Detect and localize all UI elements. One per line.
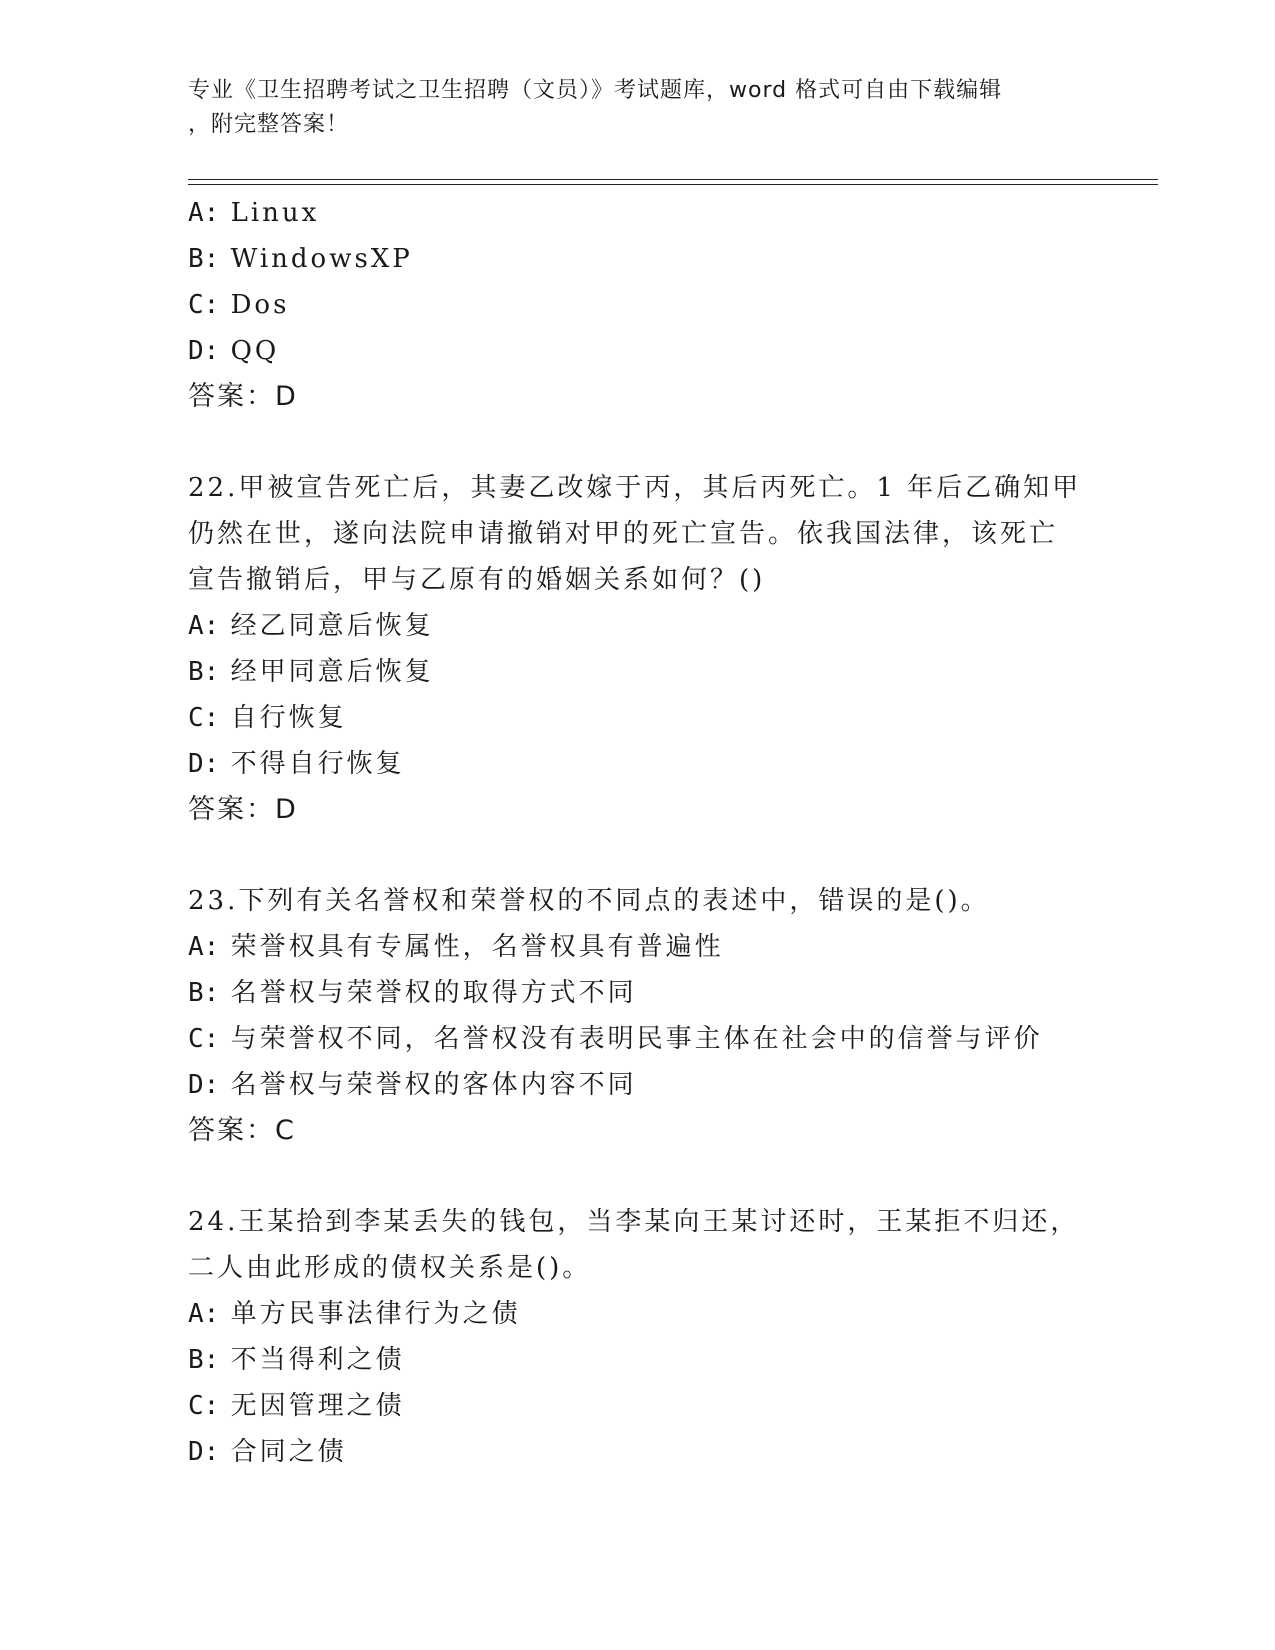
option-d: D: 合同之债 [188, 1437, 347, 1467]
question-line: 仍然在世，遂向法院申请撤销对甲的死亡宣告。依我国法律，该死亡 [188, 519, 1059, 549]
option-c: C: 无因管理之债 [188, 1391, 405, 1421]
question-line: 宣告撤销后，甲与乙原有的婚姻关系如何？() [188, 565, 766, 595]
header-rule-bottom [188, 184, 1158, 185]
option-a: A: 荣誉权具有专属性，名誉权具有普遍性 [188, 932, 724, 962]
document-header [188, 74, 1088, 142]
question-text [188, 465, 1088, 603]
option-b: B: 不当得利之债 [188, 1345, 405, 1375]
option-c: C: Dos [188, 290, 290, 320]
header-line-2: ，附完整答案！ [188, 112, 350, 137]
answer: 答案：C [188, 1115, 296, 1146]
option-b: B: 经甲同意后恢复 [188, 657, 434, 687]
question-22 [188, 465, 1088, 833]
option-b: B: WindowsXP [188, 244, 413, 274]
option-b: B: 名誉权与荣誉权的取得方式不同 [188, 978, 637, 1008]
header-rule-top [188, 179, 1158, 180]
question-line: 二人由此形成的债权关系是()。 [188, 1253, 592, 1283]
option-a: A: Linux [188, 198, 320, 228]
header-line-1: 专业《卫生招聘考试之卫生招聘（文员）》考试题库，word 格式可自由下载编辑 [188, 78, 1003, 103]
question-list [188, 190, 1088, 1475]
option-c: C: 与荣誉权不同，名誉权没有表明民事主体在社会中的信誉与评价 [188, 1024, 1043, 1054]
answer: 答案：D [188, 381, 298, 412]
option-d: D: 名誉权与荣誉权的客体内容不同 [188, 1070, 637, 1100]
question-text [188, 878, 1088, 924]
option-d: D: 不得自行恢复 [188, 749, 405, 779]
option-c: C: 自行恢复 [188, 703, 347, 733]
option-d: D: QQ [188, 336, 280, 366]
answer: 答案：D [188, 794, 298, 825]
question-21 [188, 190, 1088, 420]
question-24 [188, 1199, 1088, 1475]
question-23 [188, 878, 1088, 1154]
question-text [188, 1199, 1088, 1291]
question-line: 23.下列有关名誉权和荣誉权的不同点的表述中，错误的是()。 [188, 886, 990, 916]
option-a: A: 单方民事法律行为之债 [188, 1299, 521, 1329]
option-a: A: 经乙同意后恢复 [188, 611, 434, 641]
question-line: 22.甲被宣告死亡后，其妻乙改嫁于丙，其后丙死亡。1 年后乙确知甲 [188, 473, 1082, 503]
question-line: 24.王某拾到李某丢失的钱包，当李某向王某讨还时，王某拒不归还， [188, 1207, 1080, 1237]
